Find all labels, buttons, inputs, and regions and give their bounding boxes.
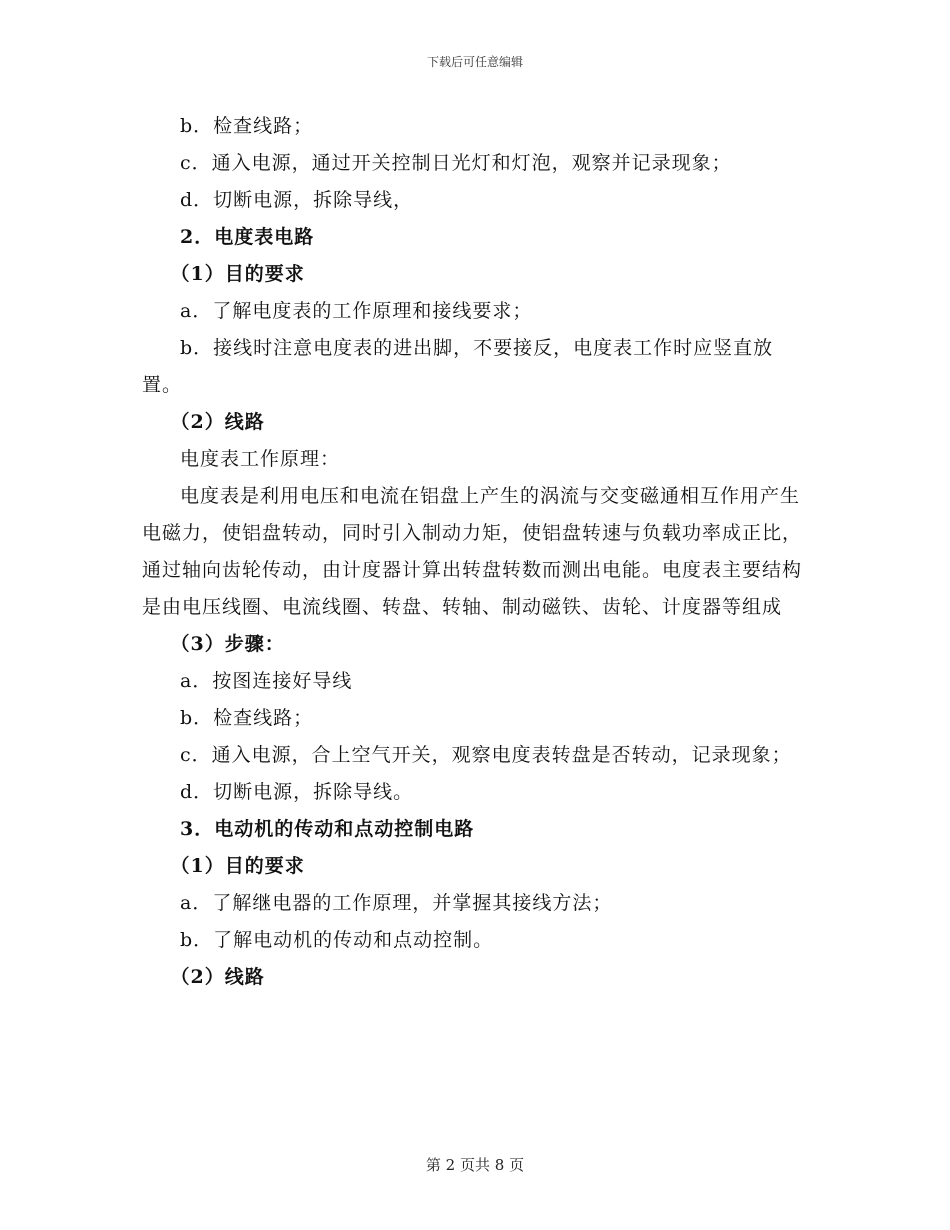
paragraph: d．切断电源，拆除导线。 bbox=[180, 781, 414, 803]
subsection-heading: （3）步骤： bbox=[170, 633, 285, 655]
subsection-heading: （2）线路 bbox=[170, 966, 265, 988]
document-body bbox=[142, 108, 808, 996]
paragraph: a．了解电度表的工作原理和接线要求； bbox=[180, 300, 533, 322]
paragraph: d．切断电源，拆除导线， bbox=[180, 189, 414, 211]
paragraph: a．按图连接好导线 bbox=[180, 670, 353, 692]
paragraph: b．了解电动机的传动和点动控制。 bbox=[180, 929, 494, 951]
paragraph: b．检查线路； bbox=[180, 115, 314, 137]
paragraph: 电度表工作原理： bbox=[180, 448, 341, 470]
paragraph: 电度表是利用电压和电流在铝盘上产生的涡流与交变磁通相互作用产生电磁力，使铝盘转动，同时引入制动力矩，使铝盘转速与负载功率成正比，通过轴向齿轮传动，由计度器计算出转盘转数而测出电能。电度表主要结构是由电压线圈、电流线圈、转盘、转轴、制动磁铁、齿轮、计度器等组成 bbox=[142, 485, 803, 618]
subsection-heading: （2）线路 bbox=[170, 411, 265, 433]
paragraph: c．通入电源，通过开关控制日光灯和灯泡，观察并记录现象； bbox=[180, 152, 732, 174]
page-header: 下载后可任意编辑 bbox=[426, 55, 523, 69]
paragraph: c．通入电源，合上空气开关，观察电度表转盘是否转动，记录现象； bbox=[180, 744, 792, 766]
paragraph: a．了解继电器的工作原理，并掌握其接线方法； bbox=[180, 892, 613, 914]
page-footer: 第 2 页共 8 页 bbox=[425, 1156, 525, 1174]
section-heading: 3．电动机的传动和点动控制电路 bbox=[180, 818, 475, 840]
subsection-heading: （1）目的要求 bbox=[170, 855, 305, 877]
paragraph: b．检查线路； bbox=[180, 707, 314, 729]
paragraph: b．接线时注意电度表的进出脚，不要接反，电度表工作时应竖直放置。 bbox=[142, 337, 774, 396]
section-heading: 2．电度表电路 bbox=[180, 226, 315, 248]
subsection-heading: （1）目的要求 bbox=[170, 263, 305, 285]
